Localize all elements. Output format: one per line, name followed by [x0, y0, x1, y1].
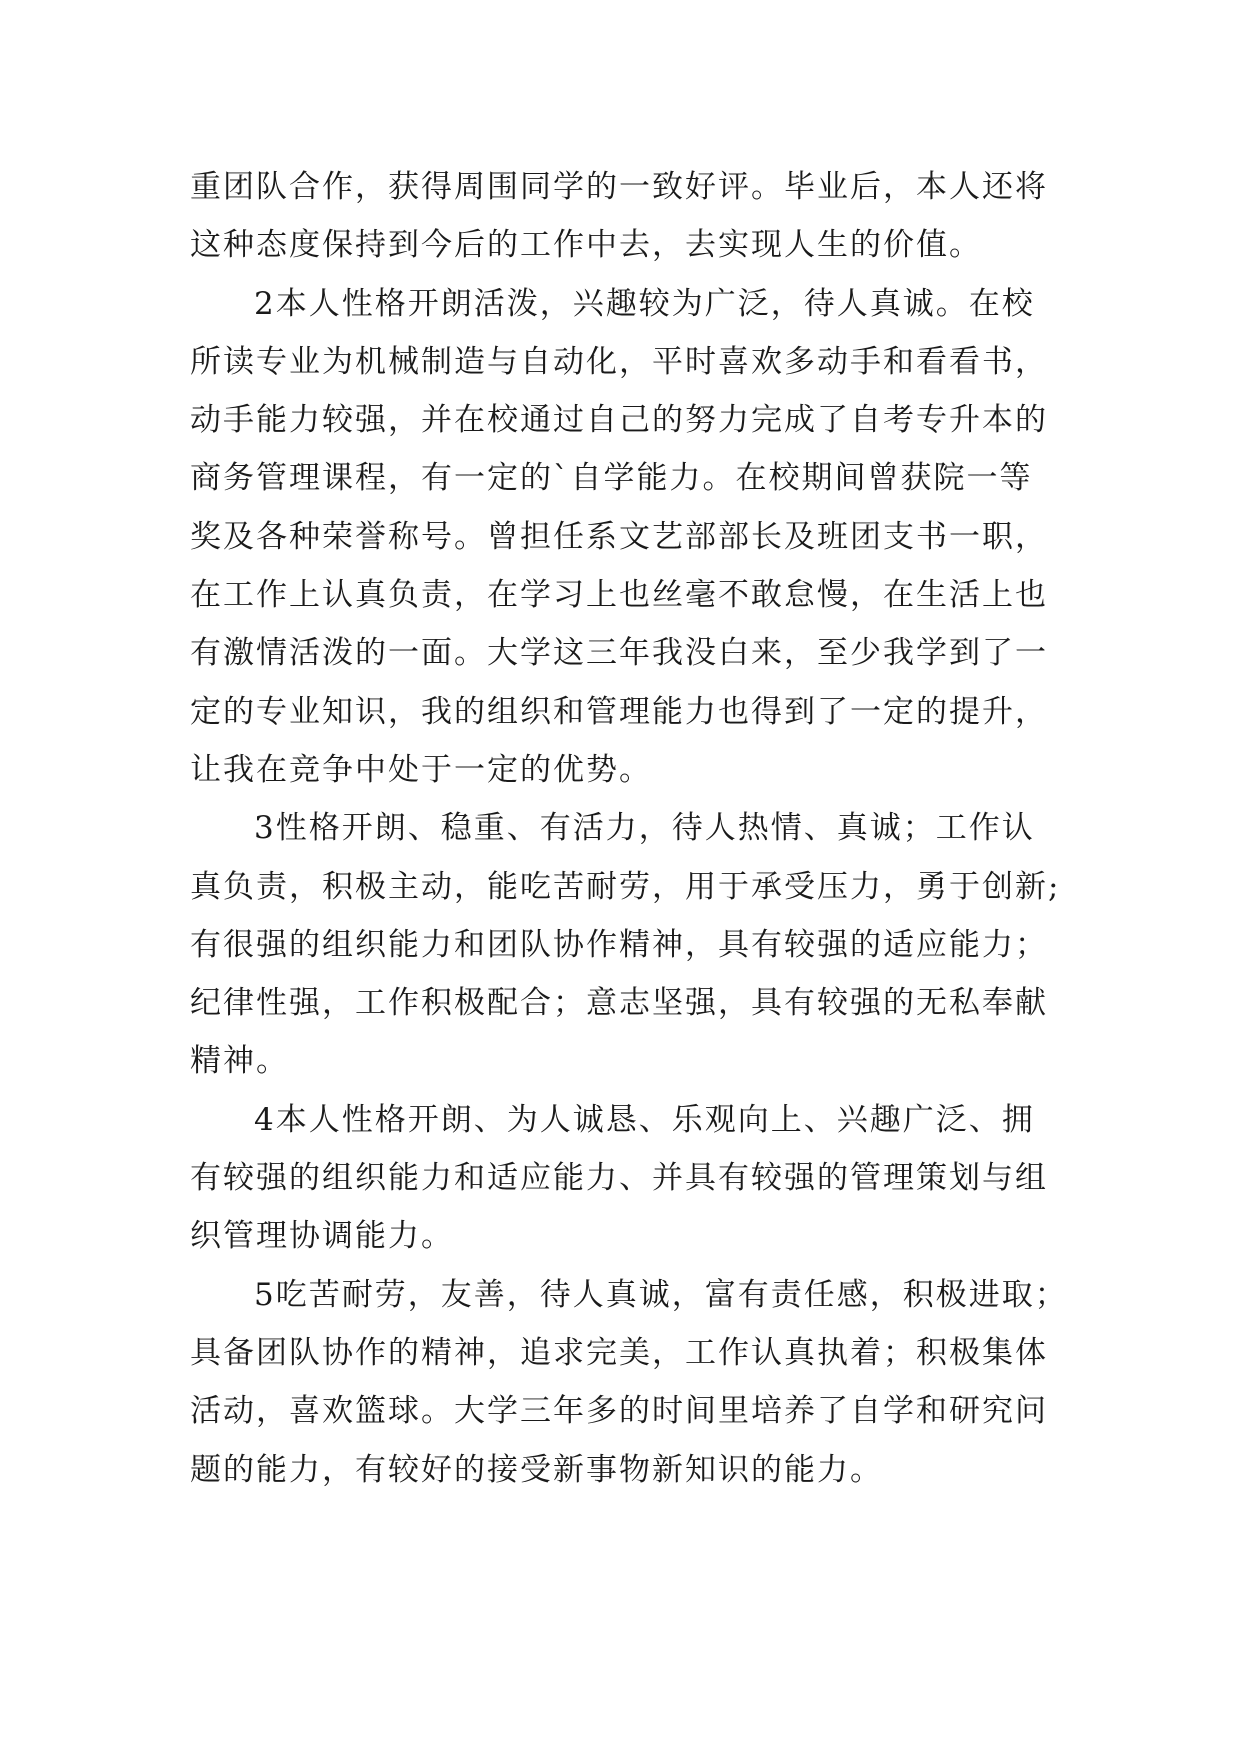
paragraph-2-line-6: 在工作上认真负责，在学习上也丝毫不敢怠慢，在生活上也 — [190, 577, 1048, 614]
document-body — [190, 158, 1068, 1499]
paragraph-2-line-8: 定的专业知识，我的组织和管理能力也得到了一定的提升， — [190, 693, 1048, 730]
paragraph-2-line-5: 奖及各种荣誉称号。曾担任系文艺部部长及班团支书一职， — [190, 518, 1048, 555]
paragraph-2-line-2: 所读专业为机械制造与自动化，平时喜欢多动手和看看书， — [190, 343, 1048, 380]
paragraph-2-line-9: 让我在竞争中处于一定的优势。 — [190, 751, 652, 788]
paragraph-4-line-1: 4本人性格开朗、为人诚恳、乐观向上、兴趣广泛、拥 — [254, 1101, 1035, 1138]
paragraph-5-line-3: 活动，喜欢篮球。大学三年多的时间里培养了自学和研究问 — [190, 1393, 1048, 1430]
paragraph-3-line-1: 3性格开朗、稳重、有活力，待人热情、真诚；工作认 — [254, 810, 1035, 847]
paragraph-3-line-2: 真负责，积极主动，能吃苦耐劳，用于承受压力，勇于创新; — [190, 868, 1061, 905]
paragraph-5-line-2: 具备团队协作的精神，追求完美，工作认真执着；积极集体 — [190, 1334, 1048, 1371]
paragraph-4-line-3: 织管理协调能力。 — [190, 1218, 454, 1255]
paragraph-1-line-2: 这种态度保持到今后的工作中去，去实现人生的价值。 — [190, 227, 982, 264]
paragraph-3-line-4: 纪律性强，工作积极配合；意志坚强，具有较强的无私奉献 — [190, 985, 1048, 1022]
paragraph-2-line-4: 商务管理课程，有一定的`自学能力。在校期间曾获院一等 — [190, 460, 1033, 497]
paragraph-2-line-3: 动手能力较强，并在校通过自己的努力完成了自考专升本的 — [190, 402, 1048, 439]
paragraph-5-line-1: 5吃苦耐劳，友善，待人真诚，富有责任感，积极进取； — [254, 1276, 1068, 1313]
paragraph-2-line-1: 2本人性格开朗活泼，兴趣较为广泛，待人真诚。在校 — [254, 285, 1035, 322]
paragraph-2-line-7: 有激情活泼的一面。大学这三年我没白来，至少我学到了一 — [190, 635, 1048, 672]
paragraph-3-line-3: 有很强的组织能力和团队协作精神，具有较强的适应能力； — [190, 926, 1048, 963]
paragraph-3-line-5: 精神。 — [190, 1043, 289, 1080]
paragraph-5-line-4: 题的能力，有较好的接受新事物新知识的能力。 — [190, 1451, 883, 1488]
paragraph-1-line-1: 重团队合作，获得周围同学的一致好评。毕业后，本人还将 — [190, 169, 1048, 205]
paragraph-4-line-2: 有较强的组织能力和适应能力、并具有较强的管理策划与组 — [190, 1160, 1048, 1197]
